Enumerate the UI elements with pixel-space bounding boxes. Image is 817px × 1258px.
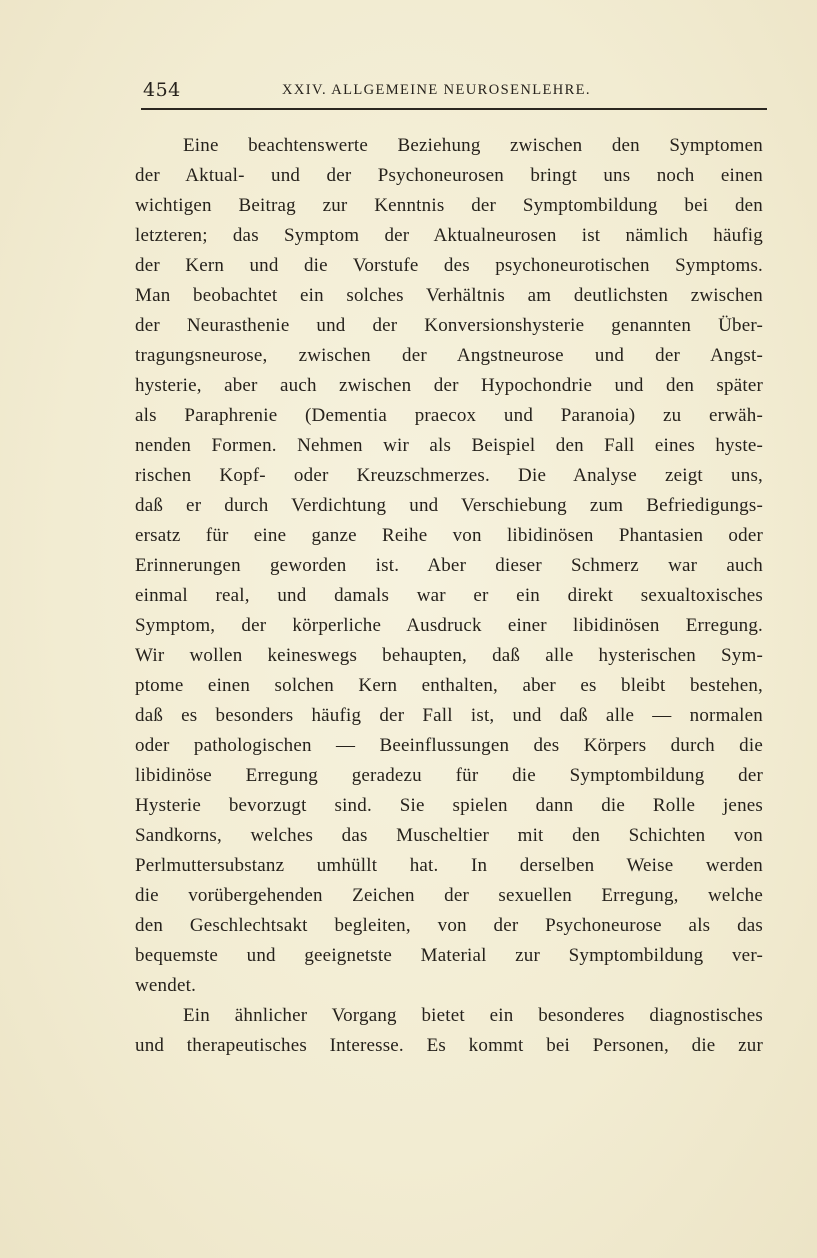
text-line: rischen Kopf- oder Kreuzschmerzes. Die Analyse zeigt uns, [135, 465, 763, 486]
text-line: bequemste und geeignetste Material zur Symptombildung ver- [135, 945, 763, 966]
text-line: Eine beachtenswerte Beziehung zwischen den Symptomen [183, 135, 763, 156]
text-line: Symptom, der körperliche Ausdruck einer libidinösen Erregung. [135, 615, 763, 636]
text-line: wendet. [135, 975, 197, 996]
text-line: oder pathologischen — Beeinflussungen des Körpers durch die [135, 735, 763, 756]
text-line: hysterie, aber auch zwischen der Hypochondrie und den später [135, 375, 763, 396]
text-line: als Paraphrenie (Dementia praecox und Paranoia) zu erwäh- [135, 405, 763, 426]
text-line: libidinöse Erregung geradezu für die Symptombildung der [135, 765, 763, 786]
text-line: wichtigen Beitrag zur Kenntnis der Symptombildung bei den [135, 195, 763, 216]
text-line: Ein ähnlicher Vorgang bietet ein besonderes diagnostisches [183, 1005, 763, 1026]
text-line: Wir wollen keineswegs behaupten, daß alle hysterischen Sym- [135, 645, 763, 666]
text-line: tragungsneurose, zwischen der Angstneurose und der Angst- [135, 345, 763, 366]
text-line: ersatz für eine ganze Reihe von libidinösen Phantasien oder [135, 525, 763, 546]
text-line: ptome einen solchen Kern enthalten, aber es bleibt bestehen, [135, 675, 763, 696]
text-line: der Kern und die Vorstufe des psychoneurotischen Symptoms. [135, 255, 763, 276]
text-line: den Geschlechtsakt begleiten, von der Psychoneurose als das [135, 915, 763, 936]
running-head: XXIV. ALLGEMEINE NEUROSENLEHRE. [282, 82, 591, 98]
header-rule [141, 108, 767, 110]
text-line: Erinnerungen geworden ist. Aber dieser Schmerz war auch [135, 555, 763, 576]
text-line: letzteren; das Symptom der Aktualneurosen ist nämlich häufig [135, 225, 763, 246]
text-line: Hysterie bevorzugt sind. Sie spielen dann die Rolle jenes [135, 795, 763, 816]
text-line: Sandkorns, welches das Muscheltier mit den Schichten von [135, 825, 763, 846]
text-line: der Aktual- und der Psychoneurosen bringt uns noch einen [135, 165, 763, 186]
body-text [135, 131, 763, 1061]
text-line: Perlmuttersubstanz umhüllt hat. In derselben Weise werden [135, 855, 763, 876]
text-line: nenden Formen. Nehmen wir als Beispiel den Fall eines hyste- [135, 435, 763, 456]
text-line: einmal real, und damals war er ein direkt sexualtoxisches [135, 585, 763, 606]
page-number: 454 [143, 79, 181, 101]
text-line: und therapeutisches Interesse. Es kommt bei Personen, die zur [135, 1035, 763, 1056]
text-line: daß es besonders häufig der Fall ist, und daß alle — normalen [135, 705, 763, 726]
text-line: der Neurasthenie und der Konversionshysterie genannten Über- [135, 315, 763, 336]
text-line: die vorübergehenden Zeichen der sexuellen Erregung, welche [135, 885, 763, 906]
text-line: daß er durch Verdichtung und Verschiebung zum Befriedigungs- [135, 495, 763, 516]
text-line: Man beobachtet ein solches Verhältnis am deutlichsten zwischen [135, 285, 763, 306]
